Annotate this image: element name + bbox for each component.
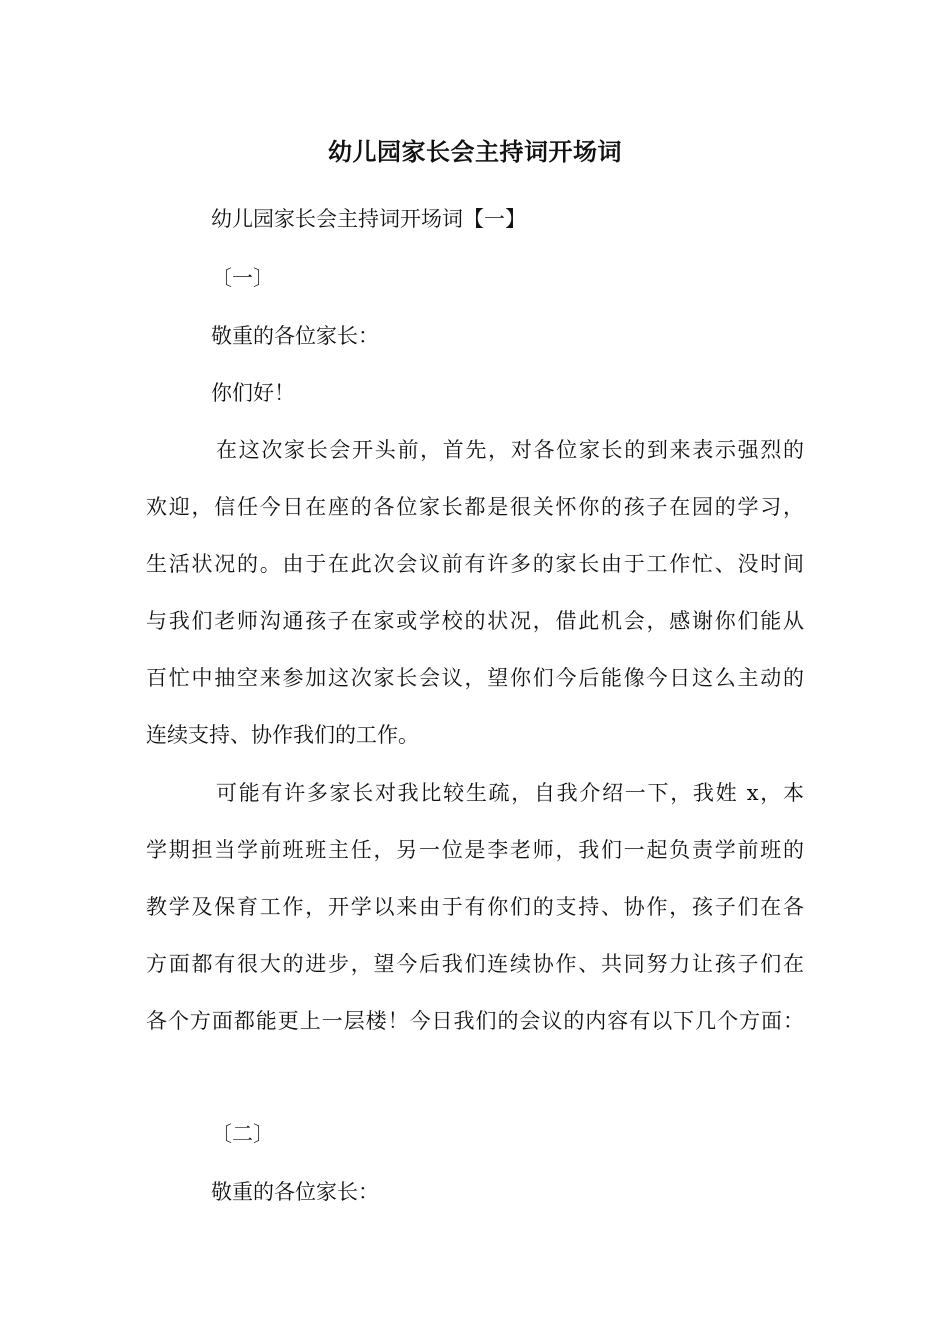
paragraph-line: 教学及保育工作，开学以来由于有你们的支持、协作，孩子们在各 bbox=[146, 895, 804, 919]
paragraph-line: 可能有许多家长对我比较生疏，自我介绍一下，我姓 x，本 bbox=[216, 781, 804, 805]
paragraph-line: 百忙中抽空来参加这次家长会议，望你们今后能像今日这么主动的 bbox=[146, 666, 804, 690]
section-heading: 幼儿园家长会主持词开场词【一】 bbox=[211, 207, 526, 231]
paragraph-line: 在这次家长会开头前，首先，对各位家长的到来表示强烈的 bbox=[216, 438, 804, 462]
paragraph-line: 欢迎，信任今日在座的各位家长都是很关怀你的孩子在园的学习， bbox=[146, 495, 804, 519]
part1-marker: 〔一〕 bbox=[211, 266, 274, 290]
paragraph-line: 生活状况的。由于在此次会议前有许多的家长由于工作忙、没时间 bbox=[146, 552, 804, 576]
paragraph-line: 连续支持、协作我们的工作。 bbox=[146, 723, 419, 747]
paragraph-line: 与我们老师沟通孩子在家或学校的状况，借此机会，感谢你们能从 bbox=[146, 609, 804, 633]
paragraph-line: 方面都有很大的进步，望今后我们连续协作、共同努力让孩子们在 bbox=[146, 952, 804, 976]
part2-marker: 〔二〕 bbox=[211, 1122, 274, 1146]
document-title: 幼儿园家长会主持词开场词 bbox=[328, 137, 622, 166]
paragraph-line: 学期担当学前班班主任，另一位是李老师，我们一起负责学前班的 bbox=[146, 838, 804, 862]
paragraph-line: 各个方面都能更上一层楼！今日我们的会议的内容有以下几个方面： bbox=[146, 1009, 804, 1033]
part1-salutation: 敬重的各位家长： bbox=[211, 324, 379, 348]
part2-salutation: 敬重的各位家长： bbox=[211, 1180, 379, 1204]
part1-greeting: 你们好！ bbox=[211, 381, 295, 405]
